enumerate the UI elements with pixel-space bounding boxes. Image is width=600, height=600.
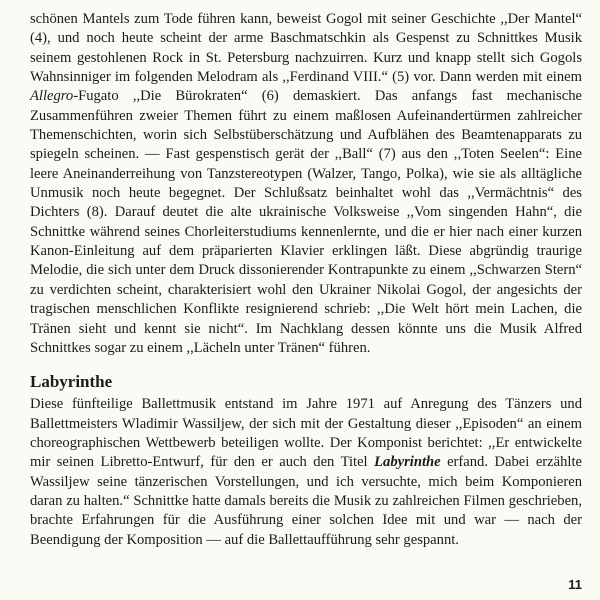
text-run: schönen Mantels zum Tode führen kann, beweist Gogol mit seiner Geschichte ,,Der Mantel“ (4), und noch heute scheint der arme Baschmatschkin als Gespenst zu Schnittkes Musik seinem gestohlenen Rock in St. Petersburg nachzuirren. Kurz und knapp stellt sich Gogols Wahnsinniger im folgenden Melodram als ,,Ferdinand VIII.“ (5) vor. Dann werden mit einem	[30, 11, 582, 86]
text-run: -Fugato ,,Die Bürokraten“ (6) demaskiert. Das anfangs fast mechanische Zusammenführen zweier Themen führt zu einem maßlosen Aufeinandertürmen zahlreicher Themenschichten, worin sich Selbstüberschätzung und Aufblähen des Beamtenapparats zu spiegeln scheinen. — Fast gespenstisch gerät der ,,Ball“ (7) aus den ,,Toten Seelen“: Eine leere Aneinanderreihung von Tanzstereotypen (Walzer, Tango, Polka), wie sie als alltägliche Unmusik noch heute begegnet. Der Schlußsatz beinhaltet wohl das ,,Vermächtnis“ des Dichters (8). Darauf deutet die alte ukrainische Volksweise ,,Vom singenden Hahn“, die Schnittke während seines Chorleiterstudiums kennenlernte, und die er hier nach einer kurzen Kanon-Einleitung auf dem präparierten Klavier erklingen läßt. Diese abgründig traurige Melodie, die sich unter dem Druck dissonierender Kontrapunkte zu einem ,,Schwarzen Stern“ zu verdichten scheint, charakterisiert wohl den Ukrainer Nikolai Gogol, der angesichts der tragischen menschlichen Konflikte resignierend schrieb: ,,Die Welt hört mein Lachen, die Tränen sieht und kennt sie nicht“. Im Nachklang dessen könnte uns die Musik Alfred Schnittkes sogar zu einem ,,Lächeln unter Tränen“ führen.	[30, 88, 582, 356]
body-paragraph-gogol	[30, 10, 582, 358]
bold-italic-text-run: Labyrinthe	[374, 454, 441, 471]
page-number: 11	[568, 577, 582, 592]
text-run: erfand. Dabei erzählte Wassiljew seine tänzerischen Vorstellungen, und ich versuchte, mich beim Komponieren daran zu halten.“ Schnittke hatte damals bereits die Musik zu zahlreichen Filmen geschrieben, brachte Erfahrungen für die Ausführung einer solchen Idee mit und war — nach der Beendigung der Komposition — auf die Ballettaufführung sehr gespannt.	[30, 454, 582, 548]
body-paragraph-labyrinthe	[30, 395, 582, 550]
italic-text-run: Allegro	[30, 88, 74, 105]
text-run: Diese fünfteilige Ballettmusik entstand im Jahre 1971 auf Anregung des Tänzers und Ballettmeisters Wladimir Wassiljew, der sich mit der Gestaltung dieser ,,Episoden“ an einem choreographischen Wettbewerb beteiligen wollte. Der Komponist berichtet: ,,Er entwickelte mir seinen Libretto-Entwurf, für den er auch den Titel	[30, 396, 582, 471]
section-heading-labyrinthe: Labyrinthe	[30, 372, 113, 392]
